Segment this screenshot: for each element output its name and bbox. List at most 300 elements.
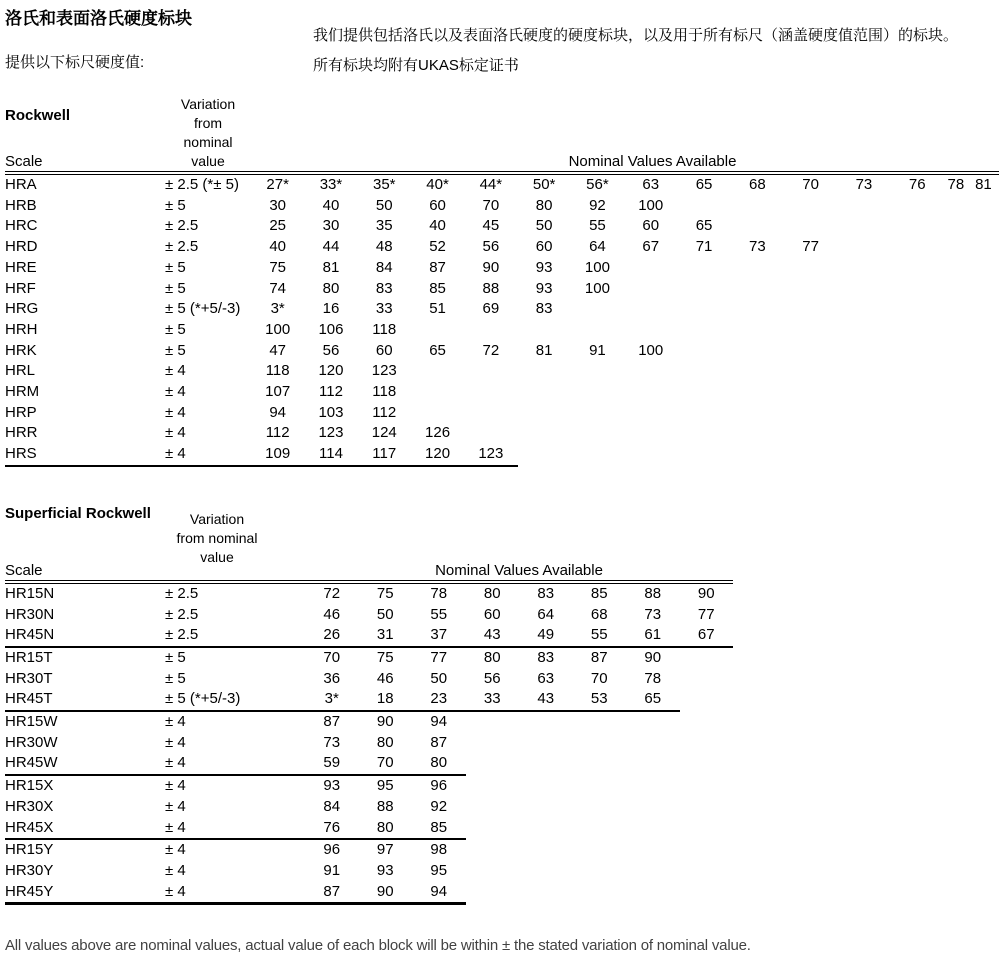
empty-cell xyxy=(626,733,680,754)
value-cell: 92 xyxy=(430,797,448,815)
empty-cell xyxy=(837,279,890,300)
empty-cell xyxy=(573,861,627,882)
empty-cell xyxy=(837,196,890,217)
value-cell: 103 xyxy=(318,403,344,421)
empty-cell xyxy=(466,861,520,882)
empty-cell xyxy=(944,196,968,217)
empty-cell xyxy=(944,299,968,320)
empty-cell xyxy=(784,279,837,300)
table-row xyxy=(5,775,733,797)
value-cell: 84 xyxy=(323,797,341,815)
scale-cell: HR15T xyxy=(5,648,53,666)
variation-cell: ± 4 xyxy=(165,753,305,775)
table-row xyxy=(5,196,999,217)
variation-cell: ± 2.5 xyxy=(165,217,199,235)
value-cell: 64 xyxy=(589,238,606,256)
value-cell: 90 xyxy=(376,713,394,731)
value-cell: 85 xyxy=(412,818,466,840)
empty-cell xyxy=(891,423,944,444)
variation-cell: ± 2.5 xyxy=(165,605,199,623)
value-cell: 100 xyxy=(584,279,610,297)
empty-cell xyxy=(680,711,734,733)
value-cell: 40 xyxy=(429,217,446,235)
variation-cell: ± 4 xyxy=(165,818,305,840)
table-row xyxy=(5,258,999,279)
empty-cell xyxy=(891,361,944,382)
empty-cell xyxy=(626,753,680,775)
page-title: 洛氏和表面洛氏硬度标块 xyxy=(5,9,192,28)
empty-cell xyxy=(680,861,734,882)
empty-cell xyxy=(464,423,517,444)
empty-cell xyxy=(518,382,571,403)
value-cell: 3* xyxy=(270,300,285,318)
scale-column-header xyxy=(5,87,165,173)
value-cell: 63 xyxy=(642,176,660,193)
value-cell: 30 xyxy=(269,196,286,214)
empty-cell xyxy=(968,237,999,258)
variation-cell: ± 5 xyxy=(165,279,186,297)
empty-cell xyxy=(968,444,999,466)
value-cell: 118 xyxy=(372,383,397,401)
value-cell: 87 xyxy=(305,882,359,904)
empty-cell xyxy=(624,423,677,444)
empty-cell xyxy=(837,361,890,382)
value-cell: 100 xyxy=(584,258,610,276)
empty-cell xyxy=(519,753,573,775)
scale-cell: HR15W xyxy=(5,713,58,731)
value-cell: 93 xyxy=(535,258,553,276)
empty-cell xyxy=(519,733,573,754)
table-row xyxy=(5,711,733,733)
empty-cell xyxy=(573,797,627,818)
value-cell: 70 xyxy=(590,669,608,687)
empty-cell xyxy=(784,299,837,320)
value-cell: 87 xyxy=(429,258,446,276)
empty-cell xyxy=(624,320,677,341)
empty-cell xyxy=(731,382,784,403)
empty-cell xyxy=(466,839,520,861)
value-cell: 16 xyxy=(322,300,340,318)
scale-cell: HRH xyxy=(5,320,38,338)
value-cell: 73 xyxy=(323,733,341,751)
value-cell: 81 xyxy=(535,341,553,359)
empty-cell xyxy=(891,279,944,300)
variation-header-line: value xyxy=(191,153,225,169)
empty-cell xyxy=(784,216,837,237)
scale-cell: HRE xyxy=(5,258,37,276)
value-cell: 55 xyxy=(589,217,606,235)
value-cell: 77 xyxy=(802,238,819,256)
empty-cell xyxy=(891,216,944,237)
value-cell: 90 xyxy=(359,882,413,904)
value-cell: 3* xyxy=(305,689,359,711)
value-cell: 96 xyxy=(430,777,448,795)
empty-cell xyxy=(837,299,890,320)
value-cell: 83 xyxy=(537,648,555,666)
value-cell: 85 xyxy=(429,279,446,297)
empty-cell xyxy=(677,423,730,444)
empty-cell xyxy=(624,444,677,466)
empty-cell xyxy=(680,818,734,840)
value-cell: 55 xyxy=(573,625,627,647)
value-cell: 30 xyxy=(322,217,340,235)
intro-text-line-2: 所有标块均附有UKAS标定证书 xyxy=(313,57,519,74)
value-cell: 85 xyxy=(590,584,608,602)
empty-cell xyxy=(968,216,999,237)
value-cell: 78 xyxy=(430,584,448,602)
empty-cell xyxy=(837,341,890,362)
value-cell: 83 xyxy=(537,584,555,602)
header-right-column xyxy=(313,8,1000,77)
value-cell: 80 xyxy=(483,584,501,602)
empty-cell xyxy=(626,818,680,840)
value-cell: 92 xyxy=(589,196,606,214)
value-cell: 88 xyxy=(376,797,394,815)
variation-cell: ± 4 xyxy=(165,713,186,731)
value-cell: 35* xyxy=(372,176,396,193)
scale-cell: HR30Y xyxy=(5,861,54,879)
value-cell: 96 xyxy=(323,841,341,859)
value-cell: 112 xyxy=(319,383,343,401)
empty-cell xyxy=(968,258,999,279)
table-row xyxy=(5,861,733,882)
scale-cell: HR15N xyxy=(5,584,55,602)
value-cell: 91 xyxy=(589,341,606,359)
table-row xyxy=(5,753,733,775)
empty-cell xyxy=(784,196,837,217)
table-header-row xyxy=(5,87,999,173)
value-cell: 80 xyxy=(412,753,466,775)
empty-cell xyxy=(466,711,520,733)
empty-cell xyxy=(837,320,890,341)
empty-cell xyxy=(466,775,520,797)
table-header-row xyxy=(5,495,733,582)
empty-cell xyxy=(944,216,968,237)
table-row xyxy=(5,882,733,904)
empty-cell xyxy=(731,299,784,320)
value-cell: 97 xyxy=(376,841,394,859)
empty-cell xyxy=(677,279,730,300)
variation-cell: ± 2.5 (*± 5) xyxy=(165,176,240,193)
variation-cell: ± 4 xyxy=(165,444,251,466)
value-cell: 90 xyxy=(644,648,662,666)
empty-cell xyxy=(466,753,520,775)
value-cell: 114 xyxy=(304,444,357,466)
empty-cell xyxy=(731,361,784,382)
empty-cell xyxy=(731,403,784,424)
empty-cell xyxy=(571,299,624,320)
value-cell: 70 xyxy=(482,196,500,214)
empty-cell xyxy=(571,382,624,403)
value-cell: 123 xyxy=(318,424,344,442)
empty-cell xyxy=(411,382,464,403)
empty-cell xyxy=(519,775,573,797)
value-cell: 50 xyxy=(430,669,448,687)
value-cell: 71 xyxy=(695,238,713,256)
empty-cell xyxy=(519,818,573,840)
empty-cell xyxy=(573,753,627,775)
empty-cell xyxy=(731,341,784,362)
empty-cell xyxy=(944,341,968,362)
empty-cell xyxy=(626,775,680,797)
value-cell: 75 xyxy=(376,584,394,602)
value-cell: 50 xyxy=(376,605,394,623)
table-title: Rockwell xyxy=(5,107,71,124)
empty-cell xyxy=(891,237,944,258)
empty-cell xyxy=(519,711,573,733)
value-cell: 33 xyxy=(466,689,520,711)
value-cell: 120 xyxy=(411,444,464,466)
value-cell: 78 xyxy=(644,669,662,687)
value-cell: 65 xyxy=(695,176,713,193)
empty-cell xyxy=(573,711,627,733)
value-cell: 60 xyxy=(535,238,553,256)
value-cell: 124 xyxy=(371,424,397,442)
empty-cell xyxy=(624,258,677,279)
empty-cell xyxy=(677,341,730,362)
value-cell: 94 xyxy=(430,713,448,731)
empty-cell xyxy=(784,320,837,341)
empty-cell xyxy=(968,341,999,362)
variation-cell: ± 2.5 xyxy=(165,238,199,256)
value-cell: 64 xyxy=(537,605,555,623)
value-cell: 94 xyxy=(269,403,286,421)
empty-cell xyxy=(464,382,517,403)
value-cell: 40 xyxy=(269,238,286,256)
empty-cell xyxy=(466,797,520,818)
scale-cell: HRB xyxy=(5,196,37,214)
empty-cell xyxy=(731,279,784,300)
variation-cell: ± 4 xyxy=(165,841,186,859)
variation-cell: ± 5 xyxy=(165,669,186,687)
value-cell: 76 xyxy=(305,818,359,840)
scale-cell: HR30X xyxy=(5,797,54,815)
variation-cell: ± 4 xyxy=(165,403,186,421)
empty-cell xyxy=(626,839,680,861)
scale-cell: HRL xyxy=(5,362,36,380)
empty-cell xyxy=(573,818,627,840)
value-cell: 112 xyxy=(265,424,290,442)
table-row xyxy=(5,605,733,626)
value-cell: 55 xyxy=(430,605,448,623)
table-row xyxy=(5,647,733,669)
header-left-column xyxy=(5,8,313,77)
empty-cell xyxy=(626,861,680,882)
value-cell: 59 xyxy=(305,753,359,775)
value-cell: 106 xyxy=(318,320,344,338)
value-cell: 123 xyxy=(371,362,397,380)
variation-cell: ± 5 xyxy=(165,320,186,338)
value-cell: 93 xyxy=(376,861,394,879)
scale-header-label: Scale xyxy=(5,153,43,170)
value-cell: 65 xyxy=(429,341,446,359)
value-cell: 80 xyxy=(322,279,340,297)
empty-cell xyxy=(680,753,734,775)
empty-cell xyxy=(466,818,520,840)
empty-cell xyxy=(944,423,968,444)
value-cell: 50* xyxy=(532,176,556,193)
scale-cell: HR45N xyxy=(5,625,165,647)
value-cell: 56 xyxy=(322,341,340,359)
value-cell: 36 xyxy=(323,669,341,687)
value-cell: 61 xyxy=(626,625,680,647)
value-cell: 40* xyxy=(426,176,449,193)
empty-cell xyxy=(677,403,730,424)
value-cell: 94 xyxy=(412,882,466,904)
value-cell: 93 xyxy=(323,777,341,795)
scale-cell: HRS xyxy=(5,444,165,466)
empty-cell xyxy=(968,196,999,217)
variation-column-header xyxy=(165,87,251,173)
empty-cell xyxy=(518,320,571,341)
variation-header-line: nominal xyxy=(183,134,233,150)
scale-cell: HRK xyxy=(5,341,37,359)
variation-cell: ± 5 xyxy=(165,648,186,666)
value-cell: 69 xyxy=(482,300,500,318)
empty-cell xyxy=(837,237,890,258)
variation-cell: ± 4 xyxy=(165,777,186,795)
value-cell: 123 xyxy=(464,444,517,466)
value-cell: 75 xyxy=(376,648,394,666)
empty-cell xyxy=(677,320,730,341)
value-cell: 78 xyxy=(947,176,965,193)
empty-cell xyxy=(944,279,968,300)
value-cell: 37 xyxy=(412,625,466,647)
value-cell: 83 xyxy=(535,300,553,318)
variation-cell: ± 4 xyxy=(165,424,186,442)
value-cell: 81 xyxy=(322,258,340,276)
value-cell: 46 xyxy=(376,669,394,687)
variation-cell: ± 4 xyxy=(165,861,186,879)
value-cell: 80 xyxy=(359,818,413,840)
value-cell: 70 xyxy=(323,648,341,666)
empty-cell xyxy=(968,361,999,382)
value-cell: 74 xyxy=(269,279,286,297)
scale-cell: HR15X xyxy=(5,777,54,795)
value-cell: 51 xyxy=(429,300,446,318)
empty-cell xyxy=(944,361,968,382)
value-cell: 31 xyxy=(359,625,413,647)
empty-cell xyxy=(571,444,624,466)
table-row xyxy=(5,689,733,711)
value-cell: 60 xyxy=(642,217,660,235)
value-cell: 48 xyxy=(375,238,393,256)
value-cell: 63 xyxy=(537,669,555,687)
value-cell: 23 xyxy=(412,689,466,711)
value-cell: 87 xyxy=(430,733,448,751)
empty-cell xyxy=(891,403,944,424)
empty-cell xyxy=(891,444,944,466)
value-cell: 50 xyxy=(375,196,393,214)
variation-cell: ± 4 xyxy=(165,383,186,401)
empty-cell xyxy=(784,382,837,403)
value-cell: 70 xyxy=(802,176,819,193)
superficial-rockwell-table xyxy=(5,495,733,906)
empty-cell xyxy=(677,361,730,382)
empty-cell xyxy=(891,382,944,403)
variation-header-line: from nominal xyxy=(176,529,258,546)
empty-cell xyxy=(968,279,999,300)
value-cell: 93 xyxy=(535,279,553,297)
empty-cell xyxy=(968,403,999,424)
empty-cell xyxy=(573,733,627,754)
value-cell: 26 xyxy=(305,625,359,647)
value-cell: 56* xyxy=(586,176,609,193)
scale-cell: HR45Y xyxy=(5,882,165,904)
empty-cell xyxy=(837,258,890,279)
empty-cell xyxy=(784,361,837,382)
empty-cell xyxy=(411,320,464,341)
empty-cell xyxy=(680,647,734,669)
empty-cell xyxy=(731,258,784,279)
empty-cell xyxy=(624,299,677,320)
scales-offered-label: 提供以下标尺硬度值: xyxy=(5,54,145,71)
scale-cell: HRD xyxy=(5,238,38,256)
empty-cell xyxy=(891,196,944,217)
value-cell: 91 xyxy=(323,861,341,879)
empty-cell xyxy=(944,258,968,279)
table-title: Superficial Rockwell xyxy=(5,504,151,522)
empty-cell xyxy=(573,839,627,861)
empty-cell xyxy=(626,797,680,818)
value-cell: 33 xyxy=(375,300,393,318)
empty-cell xyxy=(784,444,837,466)
empty-cell xyxy=(731,423,784,444)
value-cell: 56 xyxy=(483,669,501,687)
scale-cell: HR30N xyxy=(5,605,55,623)
empty-cell xyxy=(680,733,734,754)
value-cell: 56 xyxy=(482,238,500,256)
variation-cell: ± 4 xyxy=(165,882,305,904)
empty-cell xyxy=(968,382,999,403)
empty-cell xyxy=(626,882,680,904)
empty-cell xyxy=(571,423,624,444)
empty-cell xyxy=(837,403,890,424)
variation-cell: ± 4 xyxy=(165,733,186,751)
value-cell: 76 xyxy=(908,176,926,193)
empty-cell xyxy=(968,320,999,341)
value-cell: 90 xyxy=(697,584,715,602)
empty-cell xyxy=(944,403,968,424)
scale-cell: HRP xyxy=(5,403,37,421)
value-cell: 43 xyxy=(519,689,573,711)
empty-cell xyxy=(624,403,677,424)
empty-cell xyxy=(837,444,890,466)
table-row xyxy=(5,173,999,196)
table-row xyxy=(5,839,733,861)
scale-cell: HRR xyxy=(5,424,38,442)
value-cell: 43 xyxy=(466,625,520,647)
value-cell: 112 xyxy=(372,403,397,421)
value-cell: 35 xyxy=(375,217,393,235)
empty-cell xyxy=(837,216,890,237)
empty-cell xyxy=(464,320,517,341)
empty-cell xyxy=(891,341,944,362)
value-cell: 75 xyxy=(269,258,286,276)
value-cell: 47 xyxy=(269,341,286,359)
empty-cell xyxy=(519,882,573,904)
value-cell: 65 xyxy=(695,217,713,235)
empty-cell xyxy=(519,797,573,818)
value-cell: 100 xyxy=(265,320,291,338)
table-row xyxy=(5,797,733,818)
empty-cell xyxy=(944,320,968,341)
table-row xyxy=(5,444,999,466)
empty-cell xyxy=(519,861,573,882)
value-cell: 120 xyxy=(318,362,344,380)
scale-column-header xyxy=(5,495,165,582)
empty-cell xyxy=(571,403,624,424)
